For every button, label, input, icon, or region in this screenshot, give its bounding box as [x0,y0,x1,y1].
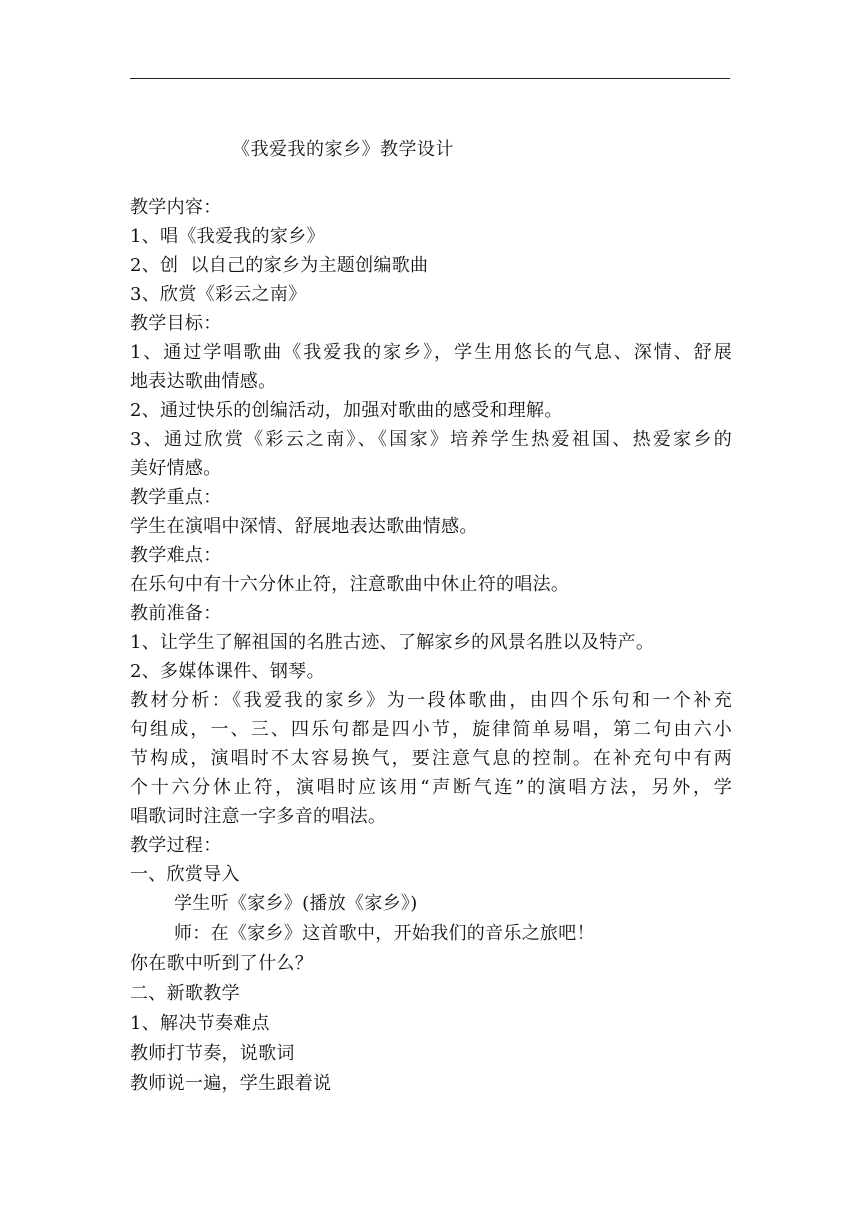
process-step: 教师说一遍，学生跟着说 [130,1073,332,1094]
goal-item: 1、通过学唱歌曲《我爱我的家乡》，学生用悠长的气息、深情、舒展 [130,342,732,363]
section-heading: 二、新歌教学 [130,983,240,1004]
document-body [130,193,732,1099]
preparation-item: 2、多媒体课件、钢琴。 [130,661,325,682]
subsection-heading: 1、解决节奏难点 [130,1013,270,1034]
goal-item: 2、通过快乐的创编活动，加强对歌曲的感受和理解。 [130,400,563,421]
section-heading: 一、欣赏导入 [130,864,240,885]
analysis-paragraph-line: 个十六分休止符，演唱时应该用“声断气连”的演唱方法，另外，学 [130,777,732,798]
heading-teaching-goals: 教学目标： [130,313,222,334]
content-item: 1、唱《我爱我的家乡》 [130,226,325,247]
analysis-paragraph-line: 节构成，演唱时不太容易换气，要注意气息的控制。在补充句中有两 [130,748,732,769]
content-item: 3、欣赏《彩云之南》 [130,284,307,305]
preparation-item: 1、让学生了解祖国的名胜古迹、了解家乡的风景名胜以及特产。 [130,632,655,653]
analysis-paragraph-line: 句组成，一、三、四乐句都是四小节，旋律简单易唱，第二句由六小 [130,719,732,740]
heading-teaching-content: 教学内容： [130,197,222,218]
difficulty-text: 在乐句中有十六分休止符，注意歌曲中休止符的唱法。 [130,574,570,595]
heading-preparation: 教前准备： [130,603,222,624]
heading-process: 教学过程： [130,835,222,856]
analysis-paragraph-line: 教材分析：《我爱我的家乡》为一段体歌曲，由四个乐句和一个补充 [130,690,732,711]
process-step: 教师打节奏，说歌词 [130,1043,295,1064]
goal-item: 3、通过欣赏《彩云之南》、《国家》培养学生热爱祖国、热爱家乡的 [130,429,732,450]
heading-difficulties: 教学难点： [130,545,222,566]
header-rule [130,78,730,79]
process-step: 师：在《家乡》这首歌中，开始我们的音乐之旅吧！ [174,923,595,944]
content-item: 2、创 以自己的家乡为主题创编歌曲 [130,255,429,276]
process-step: 学生听《家乡》(播放《家乡》) [174,893,418,914]
goal-item-continued: 地表达歌曲情感。 [130,371,277,392]
analysis-paragraph-line: 唱歌词时注意一字多音的唱法。 [130,806,387,827]
heading-key-points: 教学重点： [130,487,222,508]
goal-item-continued: 美好情感。 [130,458,222,479]
document-title: 《我爱我的家乡》教学设计 [232,139,454,160]
key-point-text: 学生在演唱中深情、舒展地表达歌曲情感。 [130,516,478,537]
process-question: 你在歌中听到了什么？ [130,953,313,974]
